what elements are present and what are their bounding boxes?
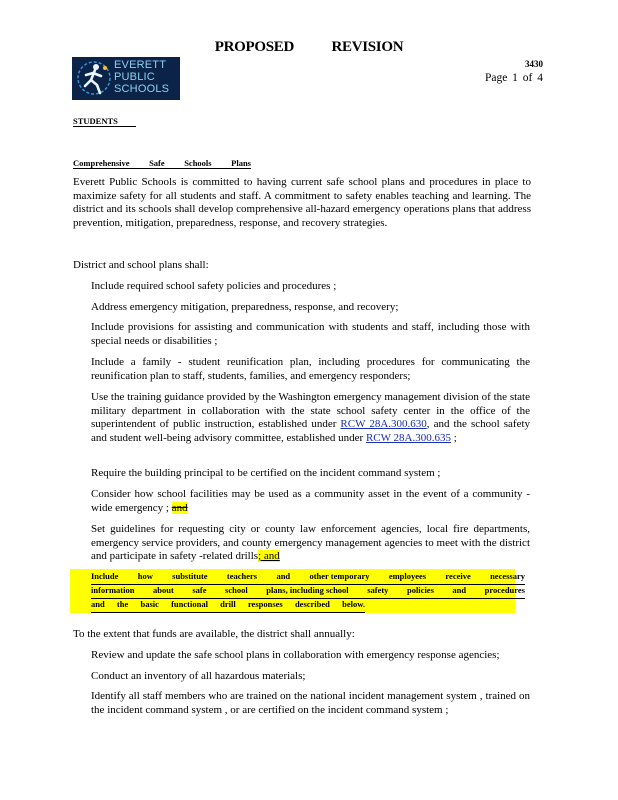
training-text: Use the training guidance provided by the Washington emergency management division of the state military department in collaboration with the state school safety center in the office of the superintendent of public instruction, established under [91,391,530,430]
highlighted-word: and [276,571,291,581]
annual-lead: To the extent that funds are available, the district shall annually: [73,628,355,640]
highlighted-word: functional [171,599,208,609]
list-item: Include provisions for assisting and communication with students and staff, including those with special needs or disabilities ; [91,321,530,347]
highlighted-word: information [91,585,135,595]
list-item-facilities [91,488,530,515]
highlighted-word: safe [192,585,207,595]
list-item: Require the building principal to be certified on the incident command system ; [91,467,441,479]
highlighted-word: responses [247,599,283,609]
highlighted-word: about [152,585,174,595]
page-indicator: Page 1 of 4 [484,72,543,84]
page-title: PROPOSED REVISION [214,39,404,55]
highlighted-word: the [116,599,129,609]
list-item: Include required school safety policies and procedures ; [91,280,337,292]
highlighted-word: how [137,571,153,581]
highlighted-word: school [225,585,248,595]
highlighted-word: safety [367,585,389,595]
highlighted-word: and [452,585,467,595]
highlighted-word: below. [342,599,365,609]
section-label: STUDENTS [73,116,136,127]
highlighted-word: plans, including school [266,585,349,595]
logo-text-line: PUBLIC [114,71,155,83]
highlighted-word: policies [406,585,434,595]
highlighted-word: basic [140,599,159,609]
facilities-text: Consider how school facilities may be used as a community asset in the event of a community -wide emergency ; [91,488,530,514]
policy-heading [73,158,251,169]
highlighted-word: drill [220,599,236,609]
heading-word: Plans [231,158,251,168]
logo-text-line: SCHOOLS [114,83,170,95]
plans-lead: District and school plans shall: [73,259,209,271]
highlighted-word: teachers [226,571,258,581]
list-item: Include a family - student reunification plan, including procedures for communicating the reunification plan to staff, students, families, and emergency responders; [91,356,530,382]
logo-text-line: EVERETT [114,59,167,71]
highlighted-word: necessary [490,571,525,581]
list-item: Address emergency mitigation, preparedness, response, and recovery; [91,301,399,313]
highlighted-word: substitute [172,571,208,581]
guidelines-text: Set guidelines for requesting city or county law enforcement agencies, local fire departments, emergency service providers, and county emergency management agencies to meet with the district and participate in safety -related drills [91,523,530,562]
struck-text: and [171,501,188,514]
heading-word: Comprehensive [73,158,130,168]
runner-icon [74,58,114,98]
heading-word: Schools [184,158,212,168]
highlighted-word: and [91,599,105,609]
highlighted-word: other temporary [309,571,370,581]
training-text: ; [453,431,457,444]
added-text: ; and [258,550,280,562]
list-item: Conduct an inventory of all hazardous materials; [91,670,306,682]
highlighted-line [91,570,525,585]
highlighted-word: procedures [484,585,525,595]
heading-word: Safe [149,158,165,168]
list-item: Review and update the safe school plans in collaboration with emergency response agencies; [91,649,500,661]
highlighted-word: described [294,599,330,609]
policy-number: 3430 [525,59,543,69]
rcw-635-link[interactable]: RCW 28A.300.635 [365,431,451,444]
highlighted-word: Include [91,571,119,581]
highlighted-word: employees [388,571,427,581]
intro-paragraph: Everett Public Schools is committed to having current safe school plans and procedures in place to maximize safety for all students and staff. A commitment to safety enables teaching and learning. The district and its schools shall develop comprehensive all-hazard emergency operations plans that address prevention, mitigation, preparedness, response, and recovery strategies. [73,176,531,229]
highlighted-line [91,584,525,599]
list-item: Identify all staff members who are trained on the national incident management system , trained on the incident command system , or are certified on the incident command system ; [91,690,530,716]
highlighted-line [91,598,365,613]
list-item-guidelines [91,523,530,564]
training-text: , and the school safety and student well-being advisory committee, established under [91,418,531,444]
rcw-630-link[interactable]: RCW 28A.300.630 [340,418,427,430]
list-item-training [91,391,530,445]
district-logo [72,57,180,100]
highlighted-word: receive [445,571,471,581]
